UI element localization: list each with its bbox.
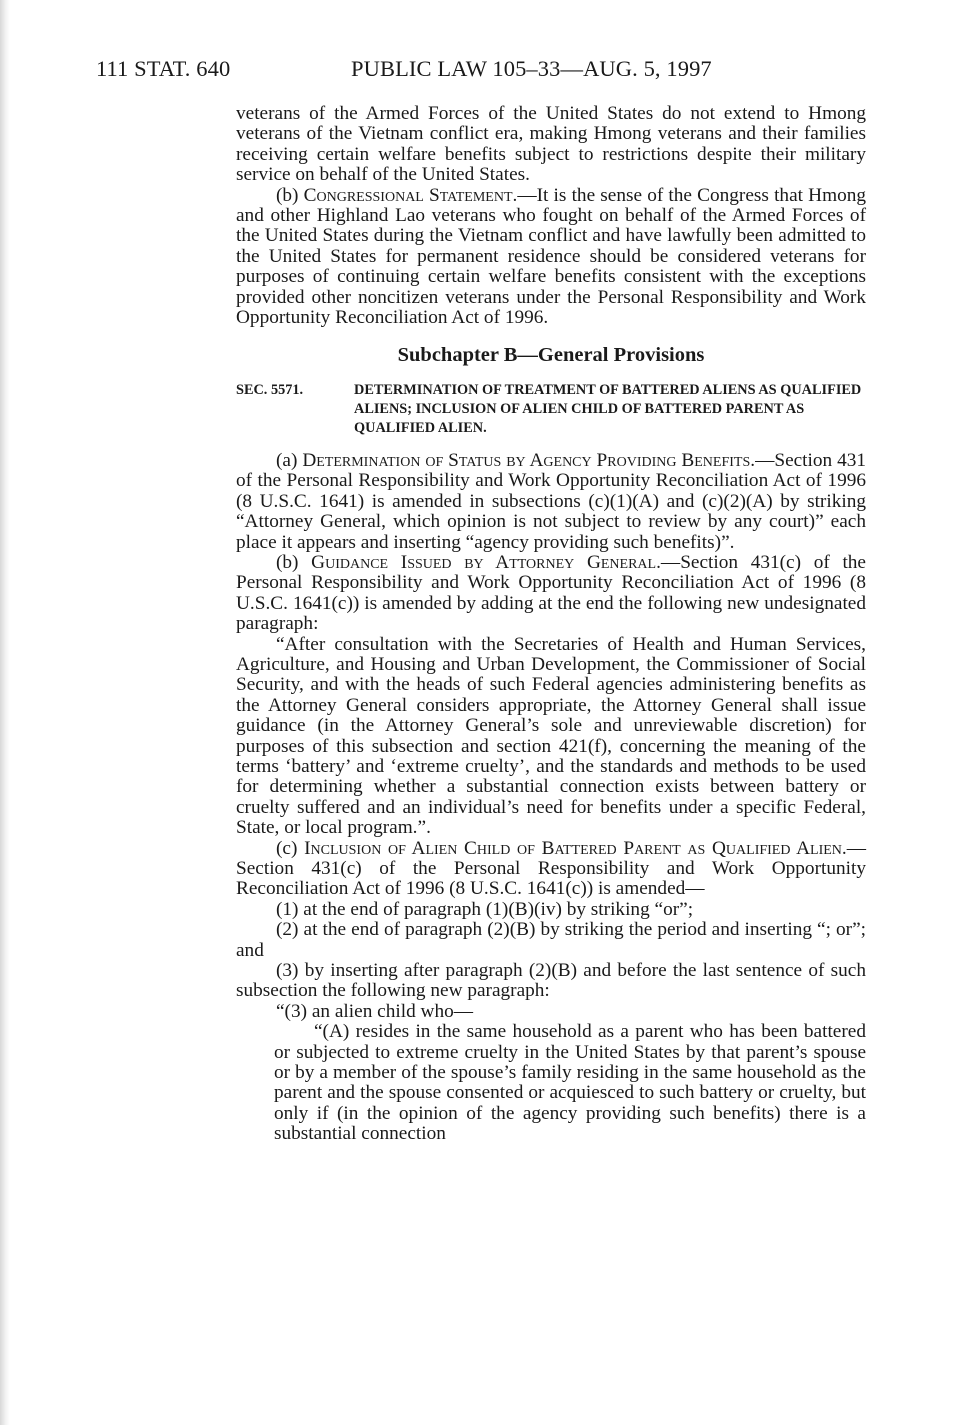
quoted-subparagraph-a: “(A) resides in the same household as a parent who has been battered or subjected to extreme cruelty in the United States by that parent’s spouse or by a member of the spouse’s family residing in the same household as the parent and the spouse consented or acquiesced to such battery or cruelty, but only if (in the opinion of the agency providing such benefits) there is a substantial connection — [274, 1021, 866, 1145]
subsection-b-label: (b) — [276, 184, 299, 206]
subsection-c-label: (c) — [276, 837, 298, 859]
list-item-1: (1) at the end of paragraph (1)(B)(iv) by striking “or”; — [276, 898, 694, 920]
list-item-2: (2) at the end of paragraph (2)(B) by striking the period and inserting “; or”; and — [236, 919, 866, 961]
section-title: DETERMINATION OF TREATMENT OF BATTERED ALIENS AS QUALIFIED ALIENS; INCLUSION OF ALIEN CHILD OF BATTERED PARENT AS QUALIFIED ALIEN. — [354, 381, 862, 436]
subsection-c-text: —Section 431(c) of the Personal Responsibility and Work Opportunity Reconciliation Act of 1996 (8 U.S.C. 1641(c)) is amended— — [236, 837, 866, 900]
quoted-paragraph-3: “(3) an alien child who— — [276, 1000, 474, 1022]
paragraph-subsection-a — [236, 451, 866, 553]
section-number: SEC. 5571. — [236, 381, 304, 398]
subsection-b-heading: Congressional Statement. — [303, 184, 518, 206]
paragraph-subsection-c — [236, 839, 866, 900]
subchapter-heading: Subchapter B—General Provisions — [397, 344, 705, 367]
subsection-a-label: (a) — [276, 449, 298, 471]
subsection-c-heading: Inclusion of Alien Child of Battered Parent as Qualified Alien. — [304, 837, 847, 859]
paragraph-subsection-b — [236, 553, 866, 635]
scan-page-edge — [0, 0, 10, 1425]
section-heading — [236, 381, 866, 438]
subsection-b2-heading: Guidance Issued by Attorney General. — [311, 551, 661, 573]
public-law-title: PUBLIC LAW 105–33—AUG. 5, 1997 — [351, 56, 712, 81]
running-header — [96, 56, 861, 86]
subsection-a-heading: Determination of Status by Agency Providing Benefits. — [302, 449, 756, 471]
stat-page-ref: 111 STAT. 640 — [96, 56, 231, 81]
list-item-3: (3) by inserting after paragraph (2)(B) and before the last sentence of such subsection the following new paragraph: — [236, 960, 866, 1002]
document-body — [236, 104, 866, 1145]
paragraph-veterans: veterans of the Armed Forces of the United States do not extend to Hmong veterans of the Vietnam conflict era, making Hmong veterans and their families receiving certain welfare benefits subject to restrictions despite their military service on behalf of the United States. — [236, 103, 866, 186]
subsection-b2-label: (b) — [276, 551, 299, 573]
subsection-b-text: —It is the sense of the Congress that Hmong and other Highland Lao veterans who fought on behalf of the Armed Forces of the United States during the Vietnam conflict and have lawfully been admitted to the United States for permanent residence should be considered veterans for purposes of continuing certain welfare benefits consistent with the exceptions provided other noncitizen veterans under the Personal Responsibility and Work Opportunity Reconciliation Act of 1996. — [236, 184, 866, 329]
paragraph-congressional-statement — [236, 186, 866, 329]
subsection-b2-text: —Section 431(c) of the Personal Responsibility and Work Opportunity Reconciliation Act of 1996 (8 U.S.C. 1641(c)) is amended by adding at the end the following new undesignated paragraph: — [236, 551, 866, 635]
paragraph-quoted-guidance: “After consultation with the Secretaries of Health and Human Services, Agriculture, and Housing and Urban Development, the Commissioner of Social Security, and with the heads of such Federal agencies administering benefits as the Attorney General considers appropriate, the Attorney General shall issue guidance (in the Attorney General’s sole and unreviewable discretion) for purposes of this subsection and section 421(f), concerning the meaning of the terms ‘battery’ and ‘extreme cruelty’, and the standards and methods to be used for determining whether a substantial connection exists between battery or cruelty suffered and an individual’s need for benefits under a specific Federal, State, or local program.”. — [236, 633, 866, 839]
subsection-a-text: —Section 431 of the Personal Responsibility and Work Opportunity Reconciliation Act of 1996 (8 U.S.C. 1641) is amended in subsections (c)(1)(A) and (c)(2)(A) by striking “Attorney General, which opinion is not subject to review by any court)” each place it appears and inserting “agency providing such benefits)”. — [236, 449, 867, 553]
